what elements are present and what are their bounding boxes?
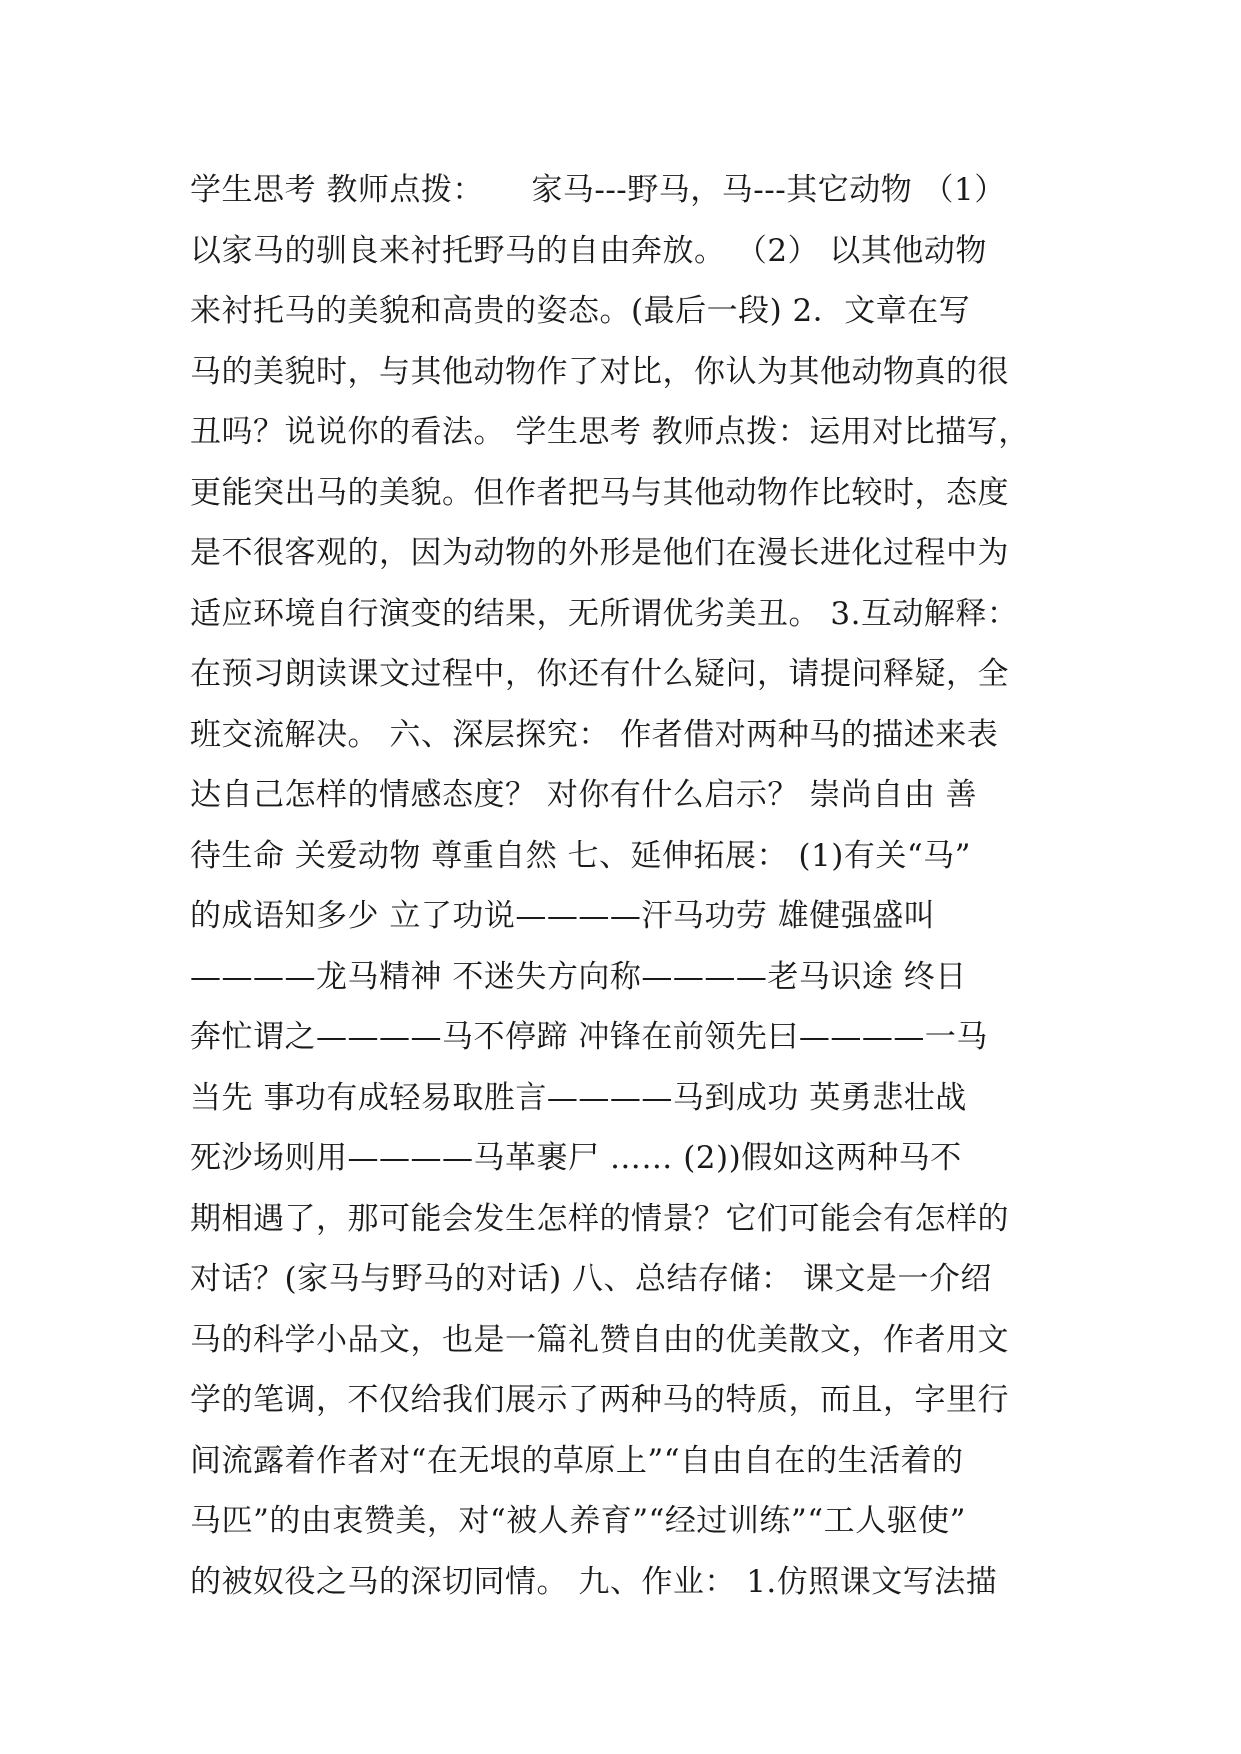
text-line: 对话？(家马与野马的对话) 八、总结存储： 课文是一介绍 <box>190 1261 992 1297</box>
text-line: 的成语知多少 立了功说————汗马功劳 雄健强盛叫 <box>190 898 936 934</box>
text-line: 以家马的驯良来衬托野马的自由奔放。 （2） 以其他动物 <box>190 232 987 269</box>
text-line: 待生命 关爱动物 尊重自然 七、延伸拓展： (1)有关“马” <box>190 837 972 874</box>
text-line: 是不很客观的，因为动物的外形是他们在漫长进化过程中为 <box>190 535 1009 571</box>
text-line: 学的笔调，不仅给我们展示了两种马的特质，而且，字里行 <box>190 1382 1009 1418</box>
text-line: 死沙场则用————马革裹尸 …… (2))假如这两种马不 <box>190 1140 962 1176</box>
text-line: 间流露着作者对“在无垠的草原上”“自由自在的生活着的 <box>190 1442 964 1479</box>
text-line: 奔忙谓之————马不停蹄 冲锋在前领先曰————一马 <box>190 1019 988 1055</box>
text-line: 班交流解决。 六、深层探究： 作者借对两种马的描述来表 <box>190 716 999 753</box>
text-line: 适应环境自行演变的结果，无所谓优劣美丑。 3.互动解释： <box>190 595 1019 632</box>
text-line: 更能突出马的美貌。但作者把马与其他动物作比较时，态度 <box>190 474 1009 511</box>
text-line: 的被奴役之马的深切同情。 九、作业： 1.仿照课文写法描 <box>190 1563 998 1600</box>
text-line: 学生思考 教师点拨： 家马---野马，马---其它动物 （1） <box>190 172 1006 208</box>
text-line: 达自己怎样的情感态度？ 对你有什么启示？ 崇尚自由 善 <box>190 777 978 813</box>
text-line: 当先 事功有成轻易取胜言————马到成功 英勇悲壮战 <box>190 1079 967 1116</box>
text-line: 马的科学小品文，也是一篇礼赞自由的优美散文，作者用文 <box>190 1321 1009 1358</box>
text-line: 期相遇了，那可能会发生怎样的情景？它们可能会有怎样的 <box>190 1200 1009 1237</box>
body-text <box>190 160 1060 1612</box>
text-line: ————龙马精神 不迷失方向称————老马识途 终日 <box>190 958 967 995</box>
text-line: 来衬托马的美貌和高贵的姿态。(最后一段) 2．文章在写 <box>190 293 971 329</box>
text-line: 马的美貌时，与其他动物作了对比，你认为其他动物真的很 <box>190 353 1009 390</box>
text-line: 马匹”的由衷赞美，对“被人养育”“经过训练”“工人驱使” <box>190 1503 966 1539</box>
text-line: 丑吗？说说你的看法。 学生思考 教师点拨：运用对比描写， <box>190 414 1030 450</box>
text-line: 在预习朗读课文过程中，你还有什么疑问，请提问释疑，全 <box>190 656 1009 692</box>
